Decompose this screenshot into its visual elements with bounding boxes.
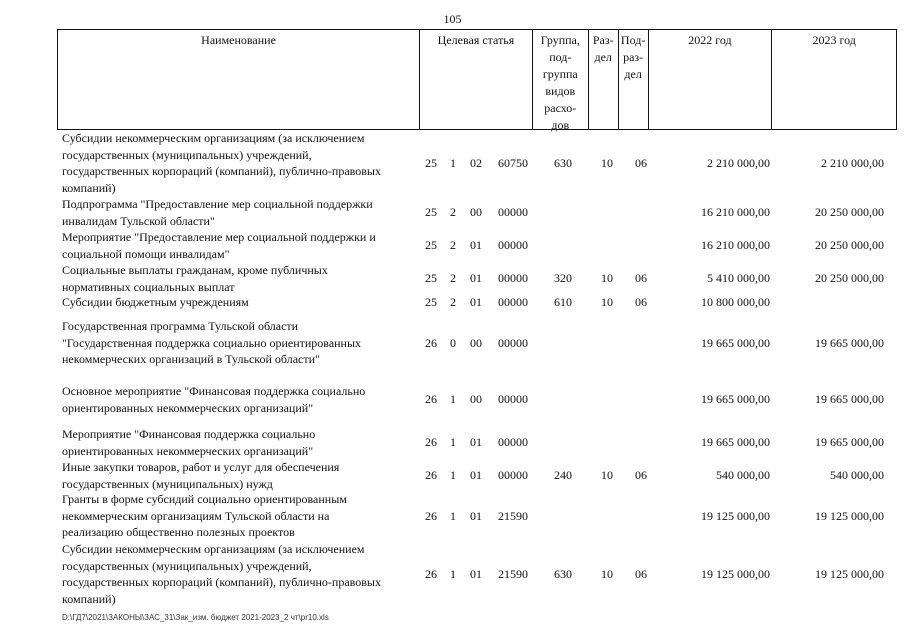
table-row (0, 229, 905, 262)
target-part-1: 25 (425, 295, 437, 309)
target-part-2: 0 (450, 335, 456, 350)
row-name (62, 426, 416, 459)
table-row (0, 294, 905, 311)
target-part-2: 2 (450, 238, 456, 253)
header-group-line: Группа, (540, 33, 580, 47)
table-row (0, 130, 905, 196)
row-name (62, 491, 416, 541)
subsection-code: 06 (635, 468, 647, 483)
target-part-1: 26 (425, 508, 437, 523)
amount-2023: 20 250 000,00 (815, 205, 884, 220)
row-name-line: Социальные выплаты гражданам, кроме публичных (62, 263, 328, 277)
target-part-3: 00 (470, 205, 482, 220)
target-part-3: 01 (470, 295, 482, 309)
header-year-2023: 2023 год (812, 33, 856, 47)
amount-2023: 540 000,00 (830, 468, 884, 483)
row-name-line: некоммерческих организаций в Тульской области" (62, 352, 320, 366)
row-name-line: ориентированных некоммерческих организаций" (62, 443, 314, 458)
target-part-1: 25 (425, 271, 437, 286)
subsection-code: 06 (635, 295, 647, 309)
header-subsection-line: раз- (623, 50, 644, 64)
row-name-line: Государственная программа Тульской области (62, 319, 299, 333)
header-group-line: под- (549, 50, 572, 64)
target-part-4: 00000 (498, 271, 528, 286)
section-code: 10 (601, 271, 613, 286)
table-row (0, 426, 905, 459)
group-code: 630 (554, 566, 572, 581)
row-name-line: государственных (муниципальных) учреждений, (62, 147, 312, 162)
target-part-3: 00 (470, 335, 482, 350)
table-row (0, 459, 905, 492)
row-name-line: социальной помощи инвалидам" (62, 246, 230, 261)
target-part-3: 01 (470, 566, 482, 581)
row-name (62, 459, 416, 492)
target-part-3: 00 (470, 392, 482, 407)
subsection-code: 06 (635, 271, 647, 286)
amount-2022: 5 410 000,00 (707, 271, 770, 286)
section-code: 10 (601, 295, 613, 309)
target-part-2: 1 (450, 155, 456, 170)
file-path-footer: D:\ГД7\2021\ЗАКОНЫ\ЗАС_31\Зак_изм. бюджет 2021-2023_2 чт\pr10.xls (62, 613, 329, 622)
row-name (62, 229, 416, 262)
row-name (62, 130, 416, 196)
row-name-line: Иные закупки товаров, работ и услуг для обеспечения (62, 460, 340, 474)
target-part-2: 1 (450, 566, 456, 581)
target-part-2: 2 (450, 205, 456, 220)
target-part-2: 1 (450, 435, 456, 450)
header-section-line: Раз- (592, 33, 614, 47)
amount-2023: 19 665 000,00 (815, 392, 884, 407)
target-part-3: 01 (470, 238, 482, 253)
target-part-4: 00000 (498, 238, 528, 253)
amount-2022: 19 125 000,00 (701, 566, 770, 581)
header-group (533, 30, 589, 132)
amount-2023: 19 125 000,00 (815, 508, 884, 523)
target-part-3: 01 (470, 271, 482, 286)
row-name (62, 318, 416, 368)
target-part-4: 00000 (498, 205, 528, 220)
header-group-line: дов (551, 118, 570, 132)
row-name-line: компаний) (62, 180, 116, 195)
group-code: 320 (554, 271, 572, 286)
row-name (62, 196, 416, 229)
amount-2022: 19 665 000,00 (701, 392, 770, 407)
amount-2022: 10 800 000,00 (701, 295, 770, 309)
target-part-2: 2 (450, 271, 456, 286)
target-part-2: 1 (450, 468, 456, 483)
table-row (0, 318, 905, 368)
target-part-4: 00000 (498, 468, 528, 483)
section-code: 10 (601, 155, 613, 170)
header-name: Наименование (58, 30, 420, 129)
row-name-line: инвалидам Тульской области" (62, 213, 215, 228)
target-part-4: 00000 (498, 435, 528, 450)
header-subsection-line: дел (624, 67, 642, 81)
subsection-code: 06 (635, 155, 647, 170)
row-name-line: Субсидии бюджетным учреждениям (62, 295, 249, 309)
target-part-3: 01 (470, 435, 482, 450)
row-name-line: Гранты в форме субсидий социально ориентированным (62, 492, 347, 506)
amount-2023: 20 250 000,00 (815, 238, 884, 253)
row-name-line: государственных корпораций (компаний), публично-правовых (62, 575, 381, 589)
target-part-1: 26 (425, 468, 437, 483)
header-section (589, 30, 619, 129)
row-name (62, 541, 416, 607)
target-part-1: 26 (425, 435, 437, 450)
target-part-3: 01 (470, 508, 482, 523)
table-row (0, 541, 905, 607)
row-name-line: Мероприятие "Предоставление мер социальной поддержки и (62, 230, 376, 244)
header-year-2022: 2022 год (649, 30, 773, 129)
row-name-line: Подпрограмма "Предоставление мер социальной поддержки (62, 197, 373, 211)
row-name-line: Субсидии некоммерческим организациям (за исключением (62, 131, 365, 145)
amount-2022: 19 665 000,00 (701, 335, 770, 350)
header-group-line: группа (542, 67, 578, 81)
row-name-line: компаний) (62, 591, 116, 606)
row-name-line: некоммерческим организациям Тульской области на (62, 508, 330, 523)
amount-2022: 540 000,00 (716, 468, 770, 483)
header-target-article: Целевая статья (420, 30, 533, 129)
group-code: 240 (554, 468, 572, 483)
header-subsection-line: Под- (620, 33, 646, 47)
target-part-4: 60750 (498, 155, 528, 170)
amount-2022: 16 210 000,00 (701, 205, 770, 220)
row-name (62, 294, 416, 311)
group-code: 610 (554, 295, 572, 309)
target-part-1: 25 (425, 205, 437, 220)
target-part-4: 00000 (498, 392, 528, 407)
header-subsection (619, 30, 649, 129)
table-row (0, 383, 905, 416)
section-code: 10 (601, 468, 613, 483)
target-part-4: 21590 (498, 566, 528, 581)
target-part-1: 26 (425, 335, 437, 350)
target-part-4: 00000 (498, 295, 528, 309)
target-part-3: 02 (470, 155, 482, 170)
amount-2023: 20 250 000,00 (815, 271, 884, 286)
row-name-line: государственных (муниципальных) нужд (62, 476, 273, 491)
amount-2023: 19 665 000,00 (815, 335, 884, 350)
section-code: 10 (601, 566, 613, 581)
row-name-line: государственных (муниципальных) учреждений, (62, 558, 312, 573)
target-part-1: 25 (425, 238, 437, 253)
header-group-line: видов (545, 84, 576, 98)
row-name-line: нормативных социальных выплат (62, 279, 235, 294)
row-name (62, 383, 416, 416)
table-row (0, 491, 905, 541)
row-name-line: реализацию общественно полезных проектов (62, 525, 295, 539)
amount-2022: 16 210 000,00 (701, 238, 770, 253)
target-part-1: 26 (425, 392, 437, 407)
target-part-1: 26 (425, 566, 437, 581)
row-name-line: Основное мероприятие "Финансовая поддержка социально (62, 384, 366, 398)
group-code: 630 (554, 155, 572, 170)
amount-2022: 2 210 000,00 (707, 155, 770, 170)
row-name-line: Субсидии некоммерческим организациям (за исключением (62, 542, 365, 556)
target-part-3: 01 (470, 468, 482, 483)
header-group-line: расхо- (544, 101, 577, 115)
row-name-line: ориентированных некоммерческих организаций" (62, 400, 314, 415)
amount-2023: 19 125 000,00 (815, 566, 884, 581)
table-row (0, 262, 905, 295)
target-part-2: 1 (450, 508, 456, 523)
target-part-2: 1 (450, 392, 456, 407)
table-header (57, 29, 897, 130)
target-part-4: 21590 (498, 508, 528, 523)
target-part-1: 25 (425, 155, 437, 170)
amount-2023: 2 210 000,00 (821, 155, 884, 170)
header-section-line: дел (594, 50, 612, 64)
amount-2022: 19 665 000,00 (701, 435, 770, 450)
amount-2023: 19 665 000,00 (815, 435, 884, 450)
row-name-line: государственных корпораций (компаний), публично-правовых (62, 164, 381, 178)
subsection-code: 06 (635, 566, 647, 581)
row-name (62, 262, 416, 295)
target-part-2: 2 (450, 295, 456, 309)
amount-2022: 19 125 000,00 (701, 508, 770, 523)
table-row (0, 196, 905, 229)
page-number: 105 (443, 12, 462, 26)
row-name-line: Мероприятие "Финансовая поддержка социально (62, 427, 316, 441)
target-part-4: 00000 (498, 335, 528, 350)
row-name-line: "Государственная поддержка социально ориентированных (62, 335, 362, 350)
